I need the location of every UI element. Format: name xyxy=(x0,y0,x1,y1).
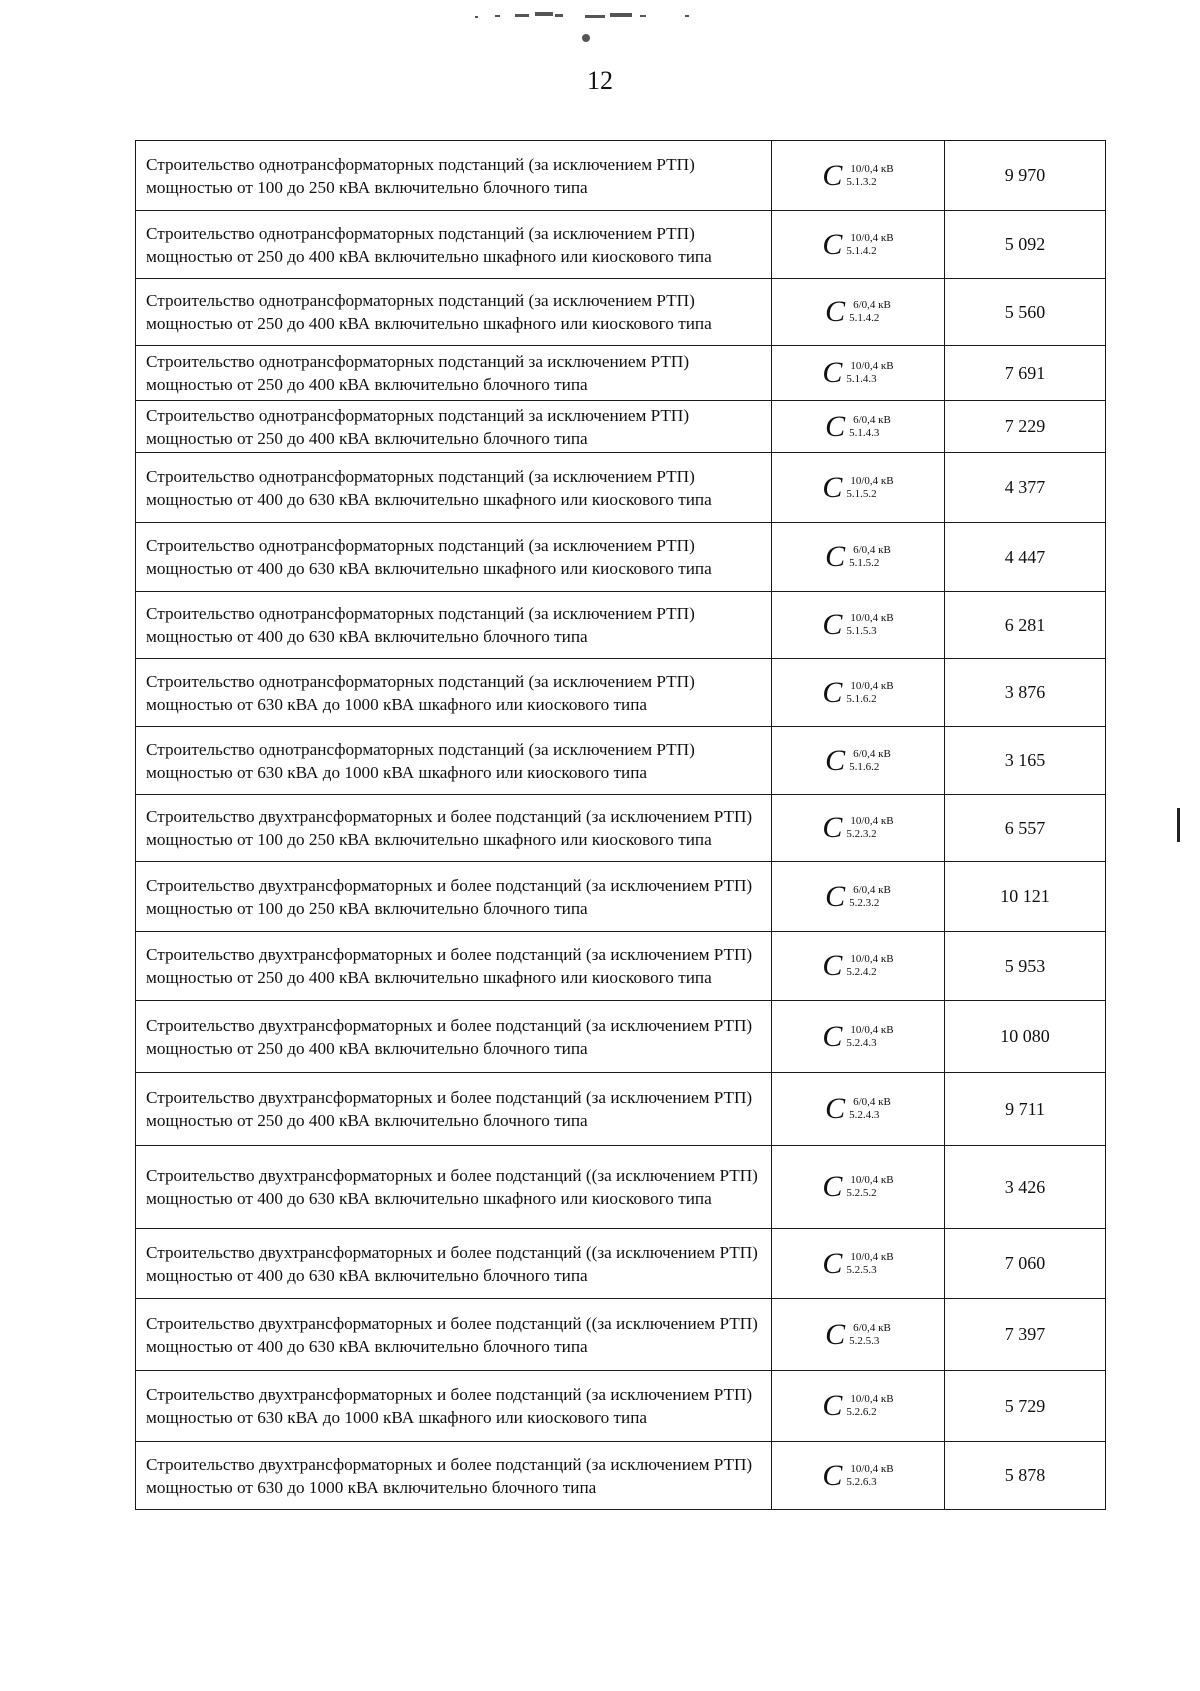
formula-voltage: 10/0,4 кВ xyxy=(850,1174,894,1186)
formula-symbol: C xyxy=(822,470,843,504)
formula-symbol: C xyxy=(825,1092,846,1125)
row-value: 3 876 xyxy=(945,659,1106,727)
formula-indices xyxy=(846,953,893,979)
formula-code: 5.1.4.3 xyxy=(846,373,877,385)
rate-formula xyxy=(822,227,894,261)
formula-indices xyxy=(849,544,891,570)
table-row xyxy=(136,659,1106,727)
table-row xyxy=(136,1442,1106,1510)
formula-indices xyxy=(846,1024,893,1050)
formula-code: 5.1.4.2 xyxy=(846,244,877,257)
formula-symbol: C xyxy=(822,158,843,192)
row-description: Строительство однотрансформаторных подстанций (за исключением РТП) мощностью от 630 кВА до 1000 кВА шкафного или киоскового типа xyxy=(136,727,772,795)
table-row xyxy=(136,346,1106,401)
table-row xyxy=(136,211,1106,279)
formula-symbol: C xyxy=(822,675,843,709)
row-rate-formula xyxy=(772,141,945,211)
row-description: Строительство однотрансформаторных подстанций (за исключением РТП) мощностью от 100 до 250 кВА включительно блочного типа xyxy=(136,141,772,211)
rate-formula xyxy=(822,1246,894,1280)
table-row xyxy=(136,1299,1106,1371)
row-rate-formula xyxy=(772,659,945,727)
row-description: Строительство двухтрансформаторных и более подстанций (за исключением РТП) мощностью от 250 до 400 кВА включительно блочного типа xyxy=(136,1073,772,1146)
row-description: Строительство однотрансформаторных подстанций (за исключением РТП) мощностью от 250 до 400 кВА включительно шкафного или киоскового типа xyxy=(136,279,772,346)
table-row xyxy=(136,862,1106,932)
formula-symbol: C xyxy=(822,811,843,844)
row-description: Строительство двухтрансформаторных и более подстанций ((за исключением РТП) мощностью от 400 до 630 кВА включительно шкафного или киоскового типа xyxy=(136,1146,772,1229)
formula-indices xyxy=(846,1463,893,1489)
formula-code: 5.2.6.3 xyxy=(846,1475,877,1488)
rate-formula xyxy=(825,879,891,913)
formula-indices xyxy=(846,360,893,386)
formula-indices xyxy=(849,884,891,910)
formula-indices xyxy=(846,475,893,501)
formula-symbol: C xyxy=(825,295,846,328)
row-description: Строительство двухтрансформаторных и более подстанций (за исключением РТП) мощностью от 250 до 400 кВА включительно блочного типа xyxy=(136,1001,772,1073)
row-rate-formula xyxy=(772,727,945,795)
row-description: Строительство двухтрансформаторных и более подстанций ((за исключением РТП) мощностью от 400 до 630 кВА включительно блочного типа xyxy=(136,1229,772,1299)
row-description: Строительство двухтрансформаторных и более подстанций (за исключением РТП) мощностью от 100 до 250 кВА включительно шкафного или киоскового типа xyxy=(136,795,772,862)
row-rate-formula xyxy=(772,1146,945,1229)
row-value: 3 165 xyxy=(945,727,1106,795)
rate-formula xyxy=(825,297,891,327)
rate-formula xyxy=(822,675,894,709)
table-row xyxy=(136,1371,1106,1442)
table-row xyxy=(136,401,1106,453)
row-value: 7 691 xyxy=(945,346,1106,401)
formula-voltage: 6/0,4 кВ xyxy=(853,413,891,426)
formula-voltage: 6/0,4 кВ xyxy=(853,747,891,760)
rate-formula xyxy=(822,1019,894,1053)
rate-formula xyxy=(822,1172,893,1202)
formula-symbol: C xyxy=(825,743,846,777)
row-rate-formula xyxy=(772,1073,945,1146)
row-value: 9 970 xyxy=(945,141,1106,211)
row-description: Строительство однотрансформаторных подстанций (за исключением РТП) мощностью от 400 до 630 кВА включительно шкафного или киоскового типа xyxy=(136,523,772,592)
formula-voltage: 10/0,4 кВ xyxy=(850,1023,894,1036)
formula-code: 5.2.3.2 xyxy=(849,896,880,909)
formula-indices xyxy=(849,1096,891,1122)
formula-symbol: C xyxy=(825,540,846,573)
formula-code: 5.1.6.2 xyxy=(849,760,880,773)
formula-symbol: C xyxy=(822,1389,843,1422)
row-value: 3 426 xyxy=(945,1146,1106,1229)
rate-formula xyxy=(825,743,891,777)
row-description: Строительство однотрансформаторных подстанций за исключением РТП) мощностью от 250 до 400 кВА включительно блочного типа xyxy=(136,346,772,401)
table-row xyxy=(136,1073,1106,1146)
formula-voltage: 10/0,4 кВ xyxy=(850,231,894,244)
formula-indices xyxy=(849,414,891,440)
table-row xyxy=(136,141,1106,211)
row-value: 7 060 xyxy=(945,1229,1106,1299)
table-row xyxy=(136,795,1106,862)
formula-symbol: C xyxy=(825,409,846,443)
formula-indices xyxy=(846,163,893,189)
formula-symbol: C xyxy=(822,1246,843,1280)
row-rate-formula xyxy=(772,211,945,279)
formula-symbol: C xyxy=(822,949,843,982)
formula-voltage: 10/0,4 кВ xyxy=(850,474,894,487)
formula-voltage: 10/0,4 кВ xyxy=(850,1462,894,1475)
row-rate-formula xyxy=(772,592,945,659)
row-value: 4 377 xyxy=(945,453,1106,523)
row-value: 6 281 xyxy=(945,592,1106,659)
table-row xyxy=(136,1229,1106,1299)
table-row xyxy=(136,523,1106,592)
rate-formula xyxy=(822,951,893,981)
row-rate-formula xyxy=(772,453,945,523)
formula-voltage: 10/0,4 кВ xyxy=(850,1250,894,1263)
formula-indices xyxy=(849,748,891,774)
formula-code: 5.1.6.2 xyxy=(846,692,877,705)
formula-code: 5.1.5.2 xyxy=(846,487,877,500)
row-value: 9 711 xyxy=(945,1073,1106,1146)
rate-formula xyxy=(822,1458,894,1492)
row-description: Строительство двухтрансформаторных и более подстанций ((за исключением РТП) мощностью от 400 до 630 кВА включительно блочного типа xyxy=(136,1299,772,1371)
row-description: Строительство однотрансформаторных подстанций (за исключением РТП) мощностью от 400 до 630 кВА включительно шкафного или киоскового типа xyxy=(136,453,772,523)
row-rate-formula xyxy=(772,862,945,932)
formula-code: 5.1.5.3 xyxy=(846,625,877,637)
formula-voltage: 10/0,4 кВ xyxy=(850,162,894,175)
rate-formula xyxy=(822,158,894,192)
formula-voltage: 10/0,4 кВ xyxy=(850,360,894,372)
formula-code: 5.2.3.2 xyxy=(846,828,877,840)
formula-voltage: 6/0,4 кВ xyxy=(853,883,891,896)
scan-margin-mark xyxy=(1177,808,1180,842)
row-value: 5 953 xyxy=(945,932,1106,1001)
formula-indices xyxy=(846,1174,893,1200)
row-description: Строительство двухтрансформаторных и более подстанций (за исключением РТП) мощностью от 630 кВА до 1000 кВА шкафного или киоскового типа xyxy=(136,1371,772,1442)
row-value: 7 229 xyxy=(945,401,1106,453)
rate-formula xyxy=(825,542,891,572)
rate-formula xyxy=(822,813,893,843)
formula-indices xyxy=(849,1322,891,1348)
formula-code: 5.1.3.2 xyxy=(846,175,877,188)
row-description: Строительство однотрансформаторных подстанций за исключением РТП) мощностью от 250 до 400 кВА включительно блочного типа xyxy=(136,401,772,453)
formula-symbol: C xyxy=(822,1019,843,1053)
row-description: Строительство однотрансформаторных подстанций (за исключением РТП) мощностью от 630 кВА до 1000 кВА шкафного или киоскового типа xyxy=(136,659,772,727)
row-value: 5 729 xyxy=(945,1371,1106,1442)
formula-code: 5.2.5.3 xyxy=(849,1334,880,1347)
formula-code: 5.2.4.3 xyxy=(846,1036,877,1049)
formula-code: 5.2.5.3 xyxy=(846,1263,877,1276)
row-value: 6 557 xyxy=(945,795,1106,862)
table-row xyxy=(136,1146,1106,1229)
table-row xyxy=(136,453,1106,523)
formula-voltage: 10/0,4 кВ xyxy=(850,1393,894,1405)
rate-formula xyxy=(825,1094,891,1124)
row-rate-formula xyxy=(772,1001,945,1073)
table-row xyxy=(136,1001,1106,1073)
table-row xyxy=(136,279,1106,346)
row-description: Строительство однотрансформаторных подстанций (за исключением РТП) мощностью от 400 до 630 кВА включительно блочного типа xyxy=(136,592,772,659)
row-rate-formula xyxy=(772,346,945,401)
row-value: 5 092 xyxy=(945,211,1106,279)
formula-indices xyxy=(846,1251,893,1277)
scan-artifact-marks xyxy=(455,6,755,46)
row-description: Строительство двухтрансформаторных и более подстанций (за исключением РТП) мощностью от 100 до 250 кВА включительно блочного типа xyxy=(136,862,772,932)
row-rate-formula xyxy=(772,1229,945,1299)
row-rate-formula xyxy=(772,523,945,592)
formula-code: 5.2.4.2 xyxy=(846,966,877,978)
formula-symbol: C xyxy=(822,608,843,641)
row-value: 5 878 xyxy=(945,1442,1106,1510)
row-rate-formula xyxy=(772,1442,945,1510)
formula-code: 5.2.6.2 xyxy=(846,1406,877,1418)
formula-symbol: C xyxy=(825,1317,846,1351)
formula-voltage: 10/0,4 кВ xyxy=(850,953,894,965)
rate-formula xyxy=(822,358,893,388)
formula-indices xyxy=(846,232,893,258)
formula-indices xyxy=(846,612,893,638)
rate-formula xyxy=(825,409,891,443)
formula-indices xyxy=(849,299,891,325)
formula-code: 5.1.4.3 xyxy=(849,426,880,439)
tariff-table-body xyxy=(136,141,1106,1510)
formula-code: 5.1.5.2 xyxy=(849,557,880,569)
formula-symbol: C xyxy=(822,356,843,389)
formula-indices xyxy=(846,815,893,841)
formula-symbol: C xyxy=(825,879,846,913)
formula-voltage: 10/0,4 кВ xyxy=(850,679,894,692)
formula-voltage: 10/0,4 кВ xyxy=(850,815,894,827)
row-rate-formula xyxy=(772,401,945,453)
row-rate-formula xyxy=(772,932,945,1001)
table-row xyxy=(136,727,1106,795)
table-row xyxy=(136,592,1106,659)
rate-formula xyxy=(822,1391,893,1421)
row-value: 10 121 xyxy=(945,862,1106,932)
rate-formula xyxy=(822,610,893,640)
formula-code: 5.2.4.3 xyxy=(849,1109,880,1121)
row-value: 10 080 xyxy=(945,1001,1106,1073)
page-number: 12 xyxy=(587,66,613,95)
row-description: Строительство однотрансформаторных подстанций (за исключением РТП) мощностью от 250 до 400 кВА включительно шкафного или киоскового типа xyxy=(136,211,772,279)
formula-code: 5.1.4.2 xyxy=(849,312,880,324)
formula-voltage: 6/0,4 кВ xyxy=(853,1096,891,1108)
formula-voltage: 10/0,4 кВ xyxy=(850,612,894,624)
formula-indices xyxy=(846,680,893,706)
row-rate-formula xyxy=(772,1299,945,1371)
formula-code: 5.2.5.2 xyxy=(846,1187,877,1199)
formula-indices xyxy=(846,1393,893,1419)
formula-symbol: C xyxy=(822,227,843,261)
formula-voltage: 6/0,4 кВ xyxy=(853,544,891,556)
row-value: 4 447 xyxy=(945,523,1106,592)
formula-symbol: C xyxy=(822,1458,843,1492)
row-rate-formula xyxy=(772,279,945,346)
rate-formula xyxy=(822,470,894,504)
row-value: 7 397 xyxy=(945,1299,1106,1371)
tariff-table xyxy=(135,140,1106,1510)
row-description: Строительство двухтрансформаторных и более подстанций (за исключением РТП) мощностью от 250 до 400 кВА включительно шкафного или киоскового типа xyxy=(136,932,772,1001)
row-rate-formula xyxy=(772,795,945,862)
rate-formula xyxy=(825,1317,891,1351)
table-row xyxy=(136,932,1106,1001)
formula-symbol: C xyxy=(822,1170,843,1203)
formula-voltage: 6/0,4 кВ xyxy=(853,1321,891,1334)
row-description: Строительство двухтрансформаторных и более подстанций (за исключением РТП) мощностью от 630 до 1000 кВА включительно блочного типа xyxy=(136,1442,772,1510)
formula-voltage: 6/0,4 кВ xyxy=(853,299,891,311)
row-rate-formula xyxy=(772,1371,945,1442)
row-value: 5 560 xyxy=(945,279,1106,346)
